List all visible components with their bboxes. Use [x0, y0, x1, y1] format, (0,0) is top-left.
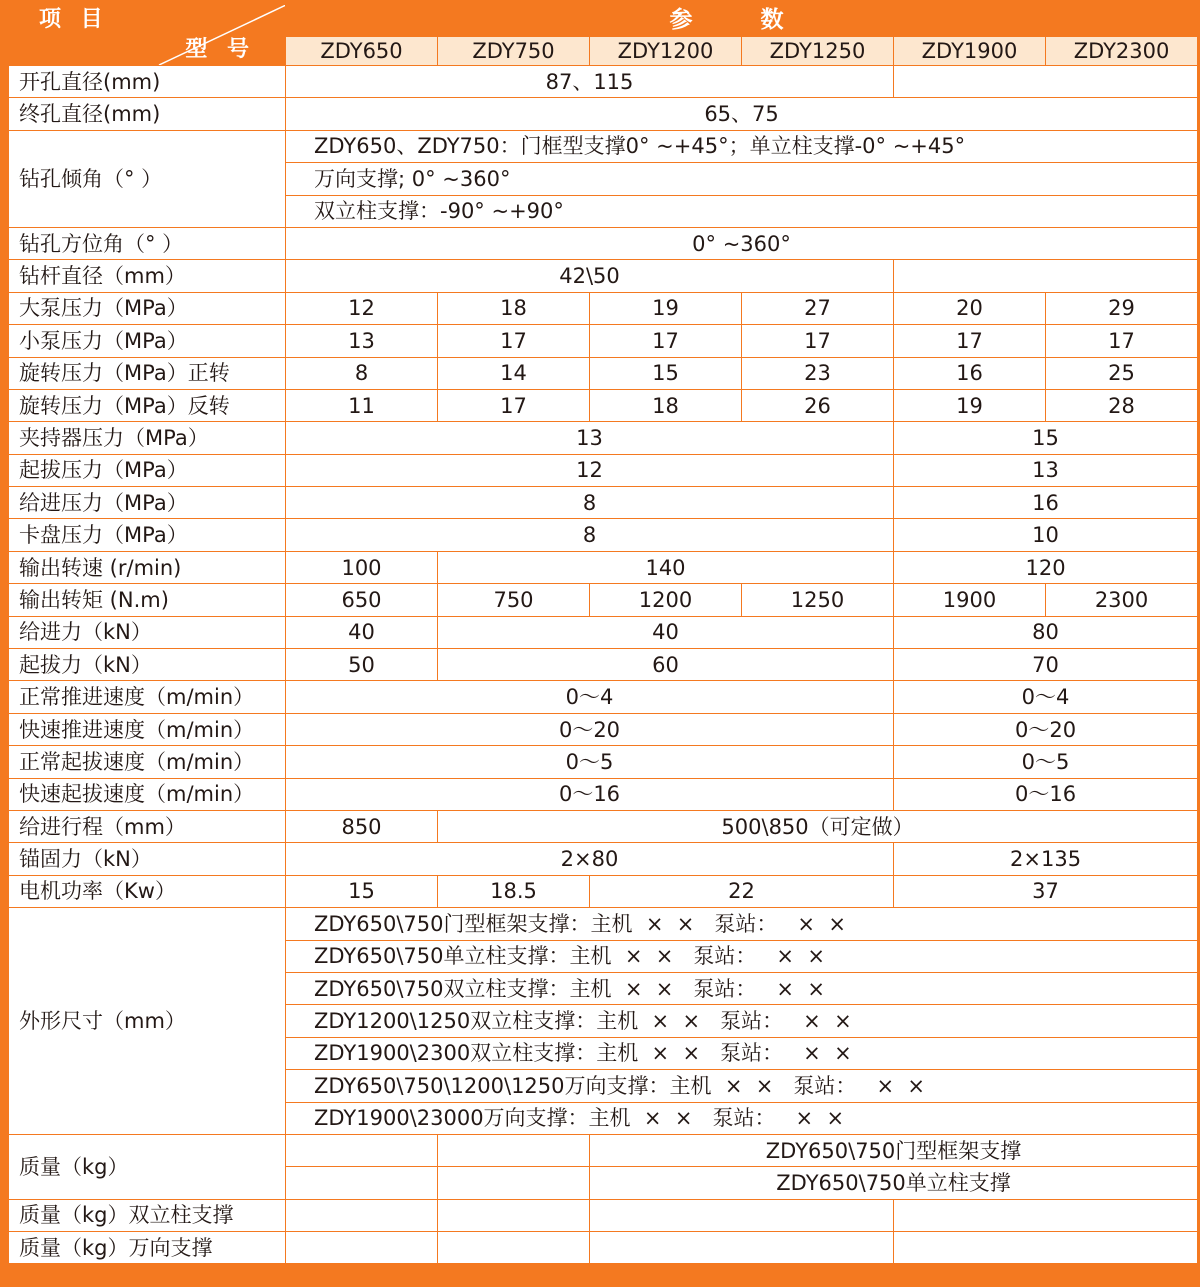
value-cell: 60	[438, 649, 894, 681]
header-row	[9, 5, 1198, 37]
empty-cell	[438, 1167, 590, 1199]
value-cell: 1200	[590, 584, 742, 616]
row-label: 钻杆直径（mm）	[9, 260, 286, 292]
value-cell: 0～16	[286, 778, 894, 810]
value-cell: 120	[894, 551, 1198, 583]
value-cell: 87、115	[286, 66, 894, 98]
table-row	[9, 1134, 1198, 1166]
value-cell: 70	[894, 649, 1198, 681]
value-cell: 15	[286, 875, 438, 907]
value-cell: 40	[286, 616, 438, 648]
row-label: 旋转压力（MPa）反转	[9, 389, 286, 421]
value-cell: 11	[286, 389, 438, 421]
empty-cell	[894, 1199, 1198, 1231]
value-cell: 500\850（可定做）	[438, 810, 1198, 842]
text-cell: ZDY650\750门型框架支撑	[590, 1134, 1198, 1166]
value-cell: 15	[894, 422, 1198, 454]
value-cell: 17	[1046, 325, 1198, 357]
value-cell: 19	[590, 292, 742, 324]
value-cell: 2×135	[894, 843, 1198, 875]
value-cell: 27	[742, 292, 894, 324]
header-model-label: 型 号	[185, 37, 255, 62]
model-zdy650: ZDY650	[286, 36, 438, 65]
table-row	[9, 875, 1198, 907]
header-param-label: 参 数	[286, 5, 1198, 37]
table-row	[9, 227, 1198, 259]
table-row	[9, 357, 1198, 389]
empty-cell	[438, 1134, 590, 1166]
row-label: 给进力（kN）	[9, 616, 286, 648]
empty-cell	[438, 1199, 590, 1231]
row-label: 钻孔倾角（° ）	[9, 130, 286, 227]
value-cell: 19	[894, 389, 1046, 421]
value-cell: 25	[1046, 357, 1198, 389]
empty-cell	[286, 1167, 438, 1199]
value-cell: 0～20	[894, 713, 1198, 745]
value-cell: 13	[286, 422, 894, 454]
value-cell: 100	[286, 551, 438, 583]
value-cell: 8	[286, 487, 894, 519]
row-label: 电机功率（Kw）	[9, 875, 286, 907]
row-label: 大泵压力（MPa）	[9, 292, 286, 324]
empty-cell	[894, 1232, 1198, 1264]
row-label: 起拔力（kN）	[9, 649, 286, 681]
row-label: 输出转速 (r/min)	[9, 551, 286, 583]
value-cell: 10	[894, 519, 1198, 551]
model-zdy1200: ZDY1200	[590, 36, 742, 65]
table-row	[9, 778, 1198, 810]
row-label: 快速起拔速度（m/min）	[9, 778, 286, 810]
row-label: 给进压力（MPa）	[9, 487, 286, 519]
model-zdy1250: ZDY1250	[742, 36, 894, 65]
value-cell: 15	[590, 357, 742, 389]
row-label: 卡盘压力（MPa）	[9, 519, 286, 551]
model-zdy1900: ZDY1900	[894, 36, 1046, 65]
row-label: 终孔直径(mm)	[9, 98, 286, 130]
value-cell: 0～16	[894, 778, 1198, 810]
value-cell: 28	[1046, 389, 1198, 421]
table-row	[9, 681, 1198, 713]
text-cell: ZDY650\750单立柱支撑：主机 × × 泵站： × ×	[286, 940, 1198, 972]
row-label: 输出转矩 (N.m)	[9, 584, 286, 616]
row-label: 质量（kg）万向支撑	[9, 1232, 286, 1264]
value-cell: 0～20	[286, 713, 894, 745]
value-cell: 29	[1046, 292, 1198, 324]
value-cell	[894, 260, 1198, 292]
value-cell: 13	[894, 454, 1198, 486]
value-cell: 18	[438, 292, 590, 324]
table-row	[9, 292, 1198, 324]
table-row	[9, 713, 1198, 745]
value-cell: 42\50	[286, 260, 894, 292]
row-label: 钻孔方位角（° ）	[9, 227, 286, 259]
row-label: 质量（kg）	[9, 1134, 286, 1199]
table-row	[9, 649, 1198, 681]
row-label: 旋转压力（MPa）正转	[9, 357, 286, 389]
table-row	[9, 260, 1198, 292]
model-zdy2300: ZDY2300	[1046, 36, 1198, 65]
value-cell: 0～5	[894, 746, 1198, 778]
value-cell: 8	[286, 519, 894, 551]
value-cell: 17	[742, 325, 894, 357]
value-cell: 17	[894, 325, 1046, 357]
row-label: 正常推进速度（m/min）	[9, 681, 286, 713]
value-cell: 0～4	[286, 681, 894, 713]
value-cell: 80	[894, 616, 1198, 648]
value-cell: 1250	[742, 584, 894, 616]
value-cell: 37	[894, 875, 1198, 907]
header-corner-cell	[9, 5, 286, 66]
empty-cell	[438, 1232, 590, 1264]
table-row	[9, 810, 1198, 842]
value-cell: 16	[894, 487, 1198, 519]
value-cell	[894, 66, 1198, 98]
table-row	[9, 1232, 1198, 1264]
value-cell: 8	[286, 357, 438, 389]
table-row	[9, 616, 1198, 648]
table-row	[9, 519, 1198, 551]
value-cell: 750	[438, 584, 590, 616]
value-cell: 0° ~360°	[286, 227, 1198, 259]
value-cell: 40	[438, 616, 894, 648]
value-cell: 12	[286, 454, 894, 486]
table-row	[9, 389, 1198, 421]
table-row	[9, 746, 1198, 778]
value-cell: 17	[438, 389, 590, 421]
row-label: 夹持器压力（MPa）	[9, 422, 286, 454]
table-row	[9, 487, 1198, 519]
value-cell: 20	[894, 292, 1046, 324]
text-cell: 双立柱支撑：-90° ~+90°	[286, 195, 1198, 227]
row-label: 起拔压力（MPa）	[9, 454, 286, 486]
value-cell: 14	[438, 357, 590, 389]
table-row	[9, 130, 1198, 162]
empty-cell	[590, 1199, 894, 1231]
value-cell: 0～5	[286, 746, 894, 778]
table-row	[9, 422, 1198, 454]
value-cell: 26	[742, 389, 894, 421]
value-cell: 22	[590, 875, 894, 907]
empty-cell	[286, 1199, 438, 1231]
table-row	[9, 843, 1198, 875]
value-cell: 850	[286, 810, 438, 842]
text-cell: ZDY1200\1250双立柱支撑：主机 × × 泵站： × ×	[286, 1005, 1198, 1037]
row-label: 给进行程（mm）	[9, 810, 286, 842]
row-label: 快速推进速度（m/min）	[9, 713, 286, 745]
row-label: 锚固力（kN）	[9, 843, 286, 875]
table-row	[9, 908, 1198, 940]
value-cell: 17	[590, 325, 742, 357]
value-cell: 140	[438, 551, 894, 583]
table-row	[9, 454, 1198, 486]
row-label: 开孔直径(mm)	[9, 66, 286, 98]
table-row	[9, 1199, 1198, 1231]
row-label: 质量（kg）双立柱支撑	[9, 1199, 286, 1231]
spec-table	[8, 4, 1198, 1264]
value-cell: 23	[742, 357, 894, 389]
header-item-label: 项 目	[39, 7, 109, 32]
value-cell: 12	[286, 292, 438, 324]
value-cell: 16	[894, 357, 1046, 389]
empty-cell	[286, 1134, 438, 1166]
value-cell: 18.5	[438, 875, 590, 907]
row-label: 正常起拔速度（m/min）	[9, 746, 286, 778]
value-cell: 50	[286, 649, 438, 681]
table-row	[9, 98, 1198, 130]
text-cell: ZDY1900\23000万向支撑：主机 × × 泵站： × ×	[286, 1102, 1198, 1134]
empty-cell	[590, 1232, 894, 1264]
value-cell: 1900	[894, 584, 1046, 616]
text-cell: ZDY650\750门型框架支撑：主机 × × 泵站： × ×	[286, 908, 1198, 940]
value-cell: 650	[286, 584, 438, 616]
value-cell: 17	[438, 325, 590, 357]
empty-cell	[286, 1232, 438, 1264]
model-zdy750: ZDY750	[438, 36, 590, 65]
text-cell: 万向支撑; 0° ~360°	[286, 163, 1198, 195]
row-label: 小泵压力（MPa）	[9, 325, 286, 357]
table-row	[9, 551, 1198, 583]
value-cell: 65、75	[286, 98, 1198, 130]
value-cell: 13	[286, 325, 438, 357]
table-row	[9, 325, 1198, 357]
text-cell: ZDY1900\2300双立柱支撑：主机 × × 泵站： × ×	[286, 1037, 1198, 1069]
value-cell: 2×80	[286, 843, 894, 875]
value-cell: 0～4	[894, 681, 1198, 713]
value-cell: 18	[590, 389, 742, 421]
table-row	[9, 66, 1198, 98]
value-cell: 2300	[1046, 584, 1198, 616]
text-cell: ZDY650\750双立柱支撑：主机 × × 泵站： × ×	[286, 972, 1198, 1004]
table-row	[9, 584, 1198, 616]
text-cell: ZDY650\750\1200\1250万向支撑：主机 × × 泵站： × ×	[286, 1070, 1198, 1102]
text-cell: ZDY650\750单立柱支撑	[590, 1167, 1198, 1199]
row-label: 外形尺寸（mm）	[9, 908, 286, 1135]
text-cell: ZDY650、ZDY750：门框型支撑0° ~+45°；单立柱支撑-0° ~+45°	[286, 130, 1198, 162]
